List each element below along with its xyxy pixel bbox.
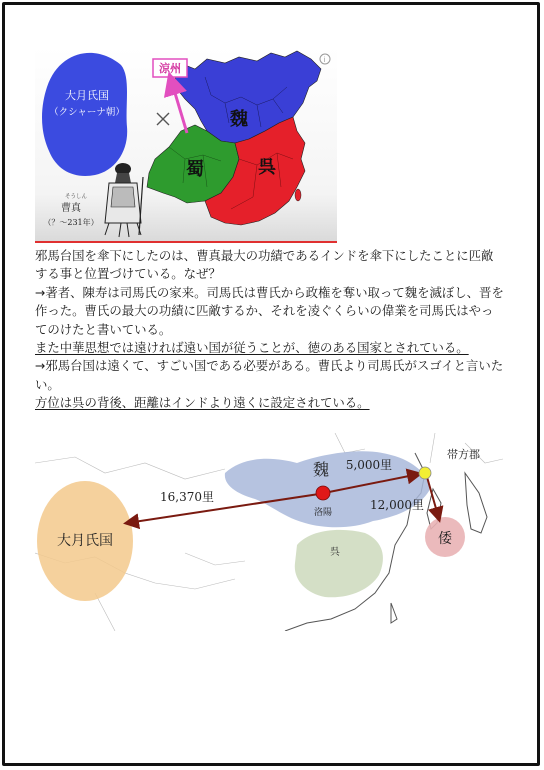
distance-wa: 12,000里	[370, 498, 424, 512]
distance-kushan: 16,370里	[160, 490, 214, 504]
wei-label: 魏	[230, 109, 248, 130]
kushan-sublabel: （クシャーナ朝）	[49, 107, 125, 118]
kushan-label: 大月氏国	[57, 533, 113, 549]
luoyang-label: 洛陽	[313, 508, 333, 518]
daifang-marker	[419, 467, 431, 479]
person-name: 曹真	[61, 203, 81, 214]
paragraph-4: →邪馬台国は遠くて、すごい国である必要がある。曹氏より司馬氏がスゴイと言いたい。	[35, 358, 504, 392]
body-text	[35, 247, 505, 413]
person-ruby: そうしん	[65, 194, 88, 200]
wa-label: 倭	[438, 531, 452, 547]
wei-label: 魏	[312, 460, 330, 479]
kushan-label: 大月氏国	[65, 89, 109, 102]
paragraph-2: →著者、陳寿は司馬氏の家来。司馬氏は曹氏から政権を奪い取って魏を滅ぼし、晋を作った。曹氏の最大の功績に匹敵するか、それを凌ぐくらいの偉業を司馬氏はやってのけたと書いている。	[35, 284, 504, 337]
hainan-island	[295, 189, 301, 201]
paragraph-3-underlined: また中華思想では遠ければ遠い国が従うことが、徳のある国家とされている。	[35, 340, 469, 356]
paragraph-1: 邪馬台国を傘下にしたのは、曹真最大の功績であるインドを傘下にしたことに匹敵する事と位置づけている。なぜ？	[35, 248, 494, 282]
daifang-label: 帯方郡	[447, 448, 480, 461]
three-kingdoms-map	[35, 47, 337, 243]
three-kingdoms-map-svg	[35, 47, 337, 243]
paragraph-5-underlined: 方位は呉の背後、距離はインドより遠くに設定されている。	[35, 395, 370, 411]
luoyang-marker	[316, 486, 330, 500]
distance-map-svg	[35, 433, 503, 631]
shu-label: 蜀	[186, 159, 204, 180]
distance-map	[35, 433, 503, 631]
svg-text:i: i	[323, 56, 326, 64]
person-dates: （？～231年）	[43, 218, 99, 227]
liangzhou-label: 涼州	[159, 62, 181, 75]
distance-daifang: 5,000里	[345, 458, 393, 472]
wu-label: 呉	[258, 157, 276, 178]
wu-label: 呉	[330, 547, 340, 558]
